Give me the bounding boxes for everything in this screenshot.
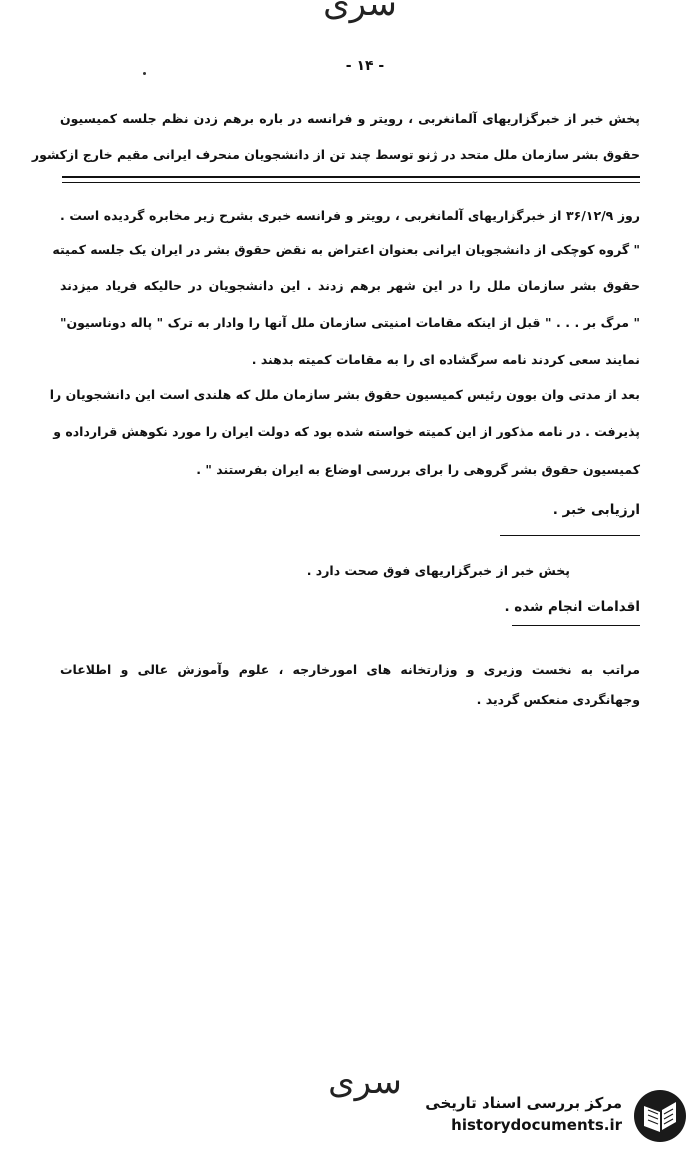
logo-title: مرکز بررسی اسناد تاریخی (425, 1094, 622, 1112)
archive-watermark (360, 1088, 690, 1144)
body-line-7: پذیرفت . در نامه مذکور از این کمیته خواسته شده بود که دولت ایران را مورد نکوهش قرارداده و (53, 424, 640, 439)
actions-underline (512, 625, 640, 626)
actions-heading: اقدامات انجام شده . (504, 599, 640, 615)
body-line-1: روز ۳۶/۱۲/۹ از خبرگزاریهای آلمانغربی ، رویتر و فرانسه خبری بشرح زیر مخابره گردیده است . (60, 208, 640, 223)
page-number: - ۱۴ - (345, 58, 385, 74)
title-line-1: پخش خبر از خبرگزاریهای آلمانغربی ، رویتر و فرانسه در باره برهم زدن نظم جلسه کمیسیون (60, 111, 640, 126)
body-line-8: کمیسیون حقوق بشر گروهی را برای بررسی اوضاع به ایران بفرستند " . (196, 462, 640, 477)
title-line-2: حقوق بشر سازمان ملل متحد در ژنو توسط چند تن از دانشجویان منحرف ایرانی مقیم خارج ازکشور (31, 147, 640, 162)
open-book-icon (630, 1088, 690, 1144)
body-line-4: " مرگ بر . . . " قبل از اینکه مقامات امنیتی سازمان ملل آنها را وادار به ترک " پاله دوناسیون" (60, 315, 640, 330)
speck (143, 72, 146, 75)
evaluation-underline (500, 535, 640, 536)
logo-url: historydocuments.ir (451, 1116, 622, 1134)
actions-line-2: وجهانگردی منعکس گردید . (476, 692, 640, 707)
actions-line-1: مراتب به نخست وزیری و وزارتخانه های امورخارجه ، علوم وآموزش عالی و اطلاعات (60, 662, 640, 677)
classification-stamp-top: سری (323, 0, 397, 24)
body-line-3: حقوق بشر سازمان ملل را در این شهر برهم زدند . این دانشجویان در حالیکه فریاد میزدند (60, 278, 640, 293)
body-line-6: بعد از مدتی وان بوون رئیس کمیسیون حقوق بشر سازمان ملل که هلندی است این دانشجویان را (49, 387, 640, 402)
classification-stamp-bottom: سری (328, 1062, 402, 1102)
title-divider (62, 176, 640, 183)
evaluation-text: پخش خبر از خبرگزاریهای فوق صحت دارد . (306, 563, 570, 578)
body-line-2: " گروه کوچکی از دانشجویان ایرانی بعنوان اعتراض به نقض حقوق بشر در ایران یک جلسه کمیته (52, 242, 640, 257)
body-line-5: نمایند سعی کردند نامه سرگشاده ای را به مقامات کمیته بدهند . (251, 352, 640, 367)
evaluation-heading: ارزیابی خبر . (552, 502, 640, 518)
